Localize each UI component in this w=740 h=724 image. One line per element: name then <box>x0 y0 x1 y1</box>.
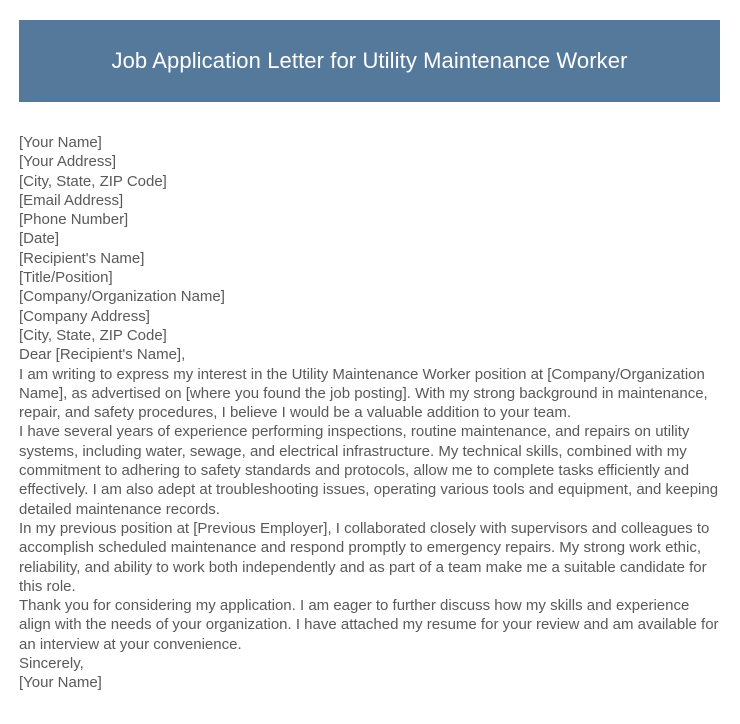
letter-body <box>19 133 722 693</box>
closing: Sincerely, <box>19 655 84 673</box>
sender-line-city: [City, State, ZIP Code] <box>19 172 167 190</box>
recipient-line-title: [Title/Position] <box>19 269 113 287</box>
recipient-line-city: [City, State, ZIP Code] <box>19 326 167 344</box>
document-header-banner <box>19 20 720 102</box>
body-paragraph-2: I have several years of experience performing inspections, routine maintenance, and repairs on utility systems, including water, sewage, and electrical infrastructure. My technical skills, combined with my commitment to adhering to safety standards and protocols, allow me to complete tasks efficiently and effectively. I am also adept at troubleshooting issues, operating various tools and equipment, and keeping detailed maintenance records. <box>19 423 719 518</box>
page-title: Job Application Letter for Utility Maintenance Worker <box>111 48 628 73</box>
body-paragraph-3: In my previous position at [Previous Employer], I collaborated closely with supervisors and colleagues to accomplish scheduled maintenance and respond promptly to emergency repairs. My strong work ethic, reliability, and ability to work both independently and as part of a team make me a suitable candidate for this role. <box>19 519 710 595</box>
body-paragraph-4: Thank you for considering my application. I am eager to further discuss how my skills and experience align with the needs of your organization. I have attached my resume for your review and am available for an interview at your convenience. <box>19 597 719 653</box>
salutation: Dear [Recipient's Name], <box>19 346 186 364</box>
sender-line-date: [Date] <box>19 230 60 248</box>
sender-line-address: [Your Address] <box>19 153 117 171</box>
sender-line-email: [Email Address] <box>19 191 124 209</box>
sender-line-phone: [Phone Number] <box>19 211 129 229</box>
body-paragraph-1: I am writing to express my interest in the Utility Maintenance Worker position at [Company/Organization Name], as advertised on [where you found the job posting]. With my strong background in maintenance, repair, and safety procedures, I believe I would be a valuable addition to your team. <box>19 365 708 422</box>
sender-line-name: [Your Name] <box>19 134 102 151</box>
signature: [Your Name] <box>19 674 102 692</box>
recipient-line-company: [Company/Organization Name] <box>19 288 225 306</box>
recipient-line-address: [Company Address] <box>19 307 150 325</box>
recipient-line-name: [Recipient's Name] <box>19 249 145 267</box>
